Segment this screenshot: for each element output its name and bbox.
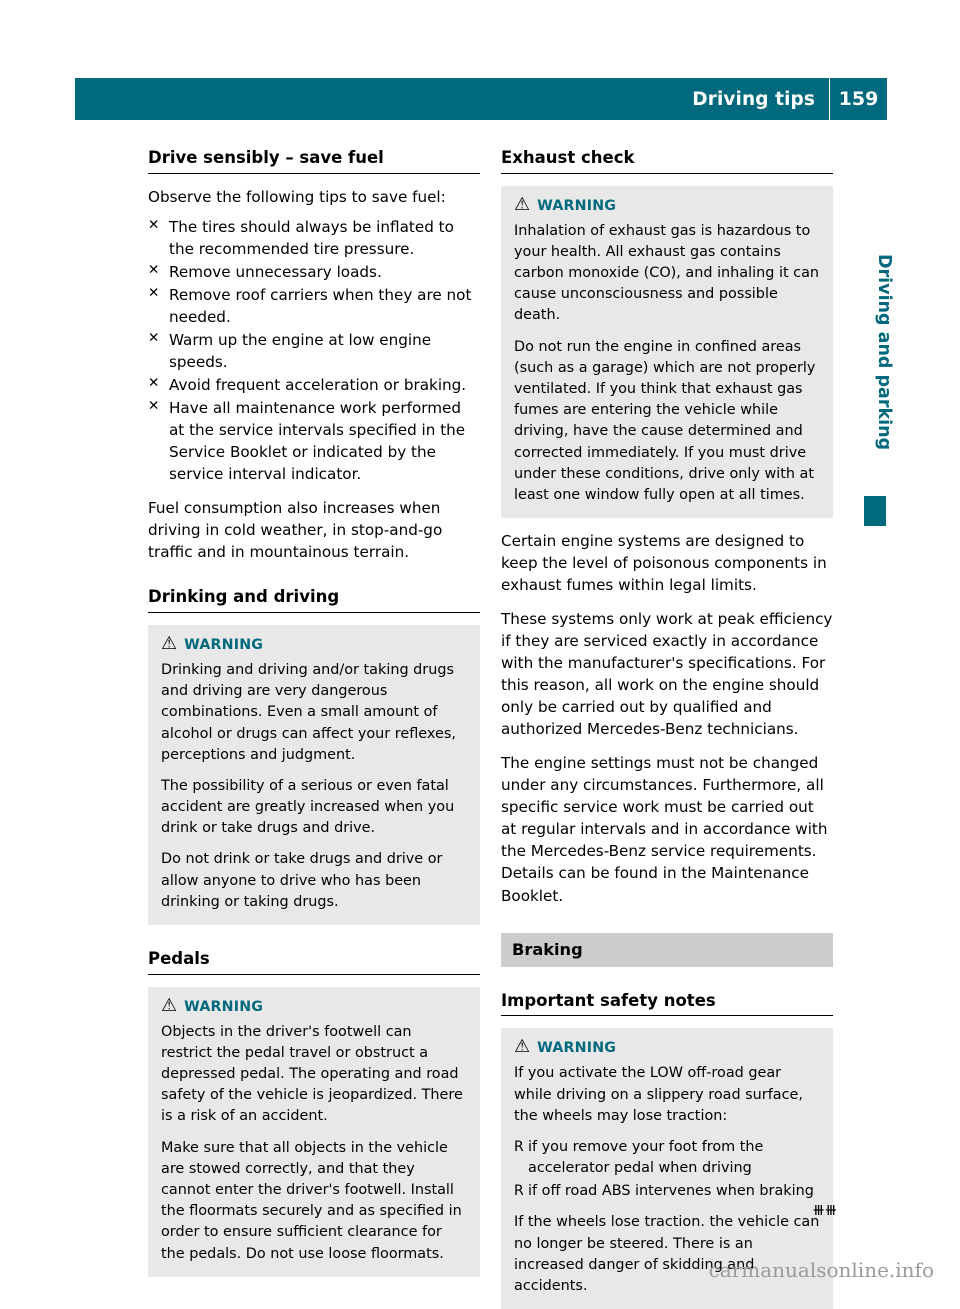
page-number: 159 [838,88,879,110]
list-item-text: Remove unnecessary loads. [169,262,382,281]
warning-box-exhaust [501,186,833,518]
x-marker-icon: ✕ [148,375,160,392]
x-marker-icon: ✕ [148,216,160,233]
heading-drive-sensibly: Drive sensibly – save fuel [148,148,480,174]
warning-paragraph: Inhalation of exhaust gas is hazardous to your health. All exhaust gas contains carbon monoxide (CO), and inhaling it can cause unconsciousness and possible death. [514,222,820,324]
warning-paragraph: Do not run the engine in confined areas (such as a garage) which are not properly ventilated. If you think that exhaust gas fumes are entering the vehicle while driving, have the cause determined and corrected immediately. If you must drive under these conditions, drive only with at least one window fully open at all times. [514,338,816,503]
bullet-dot-icon: R [514,1138,524,1155]
list-item-text: Avoid frequent acceleration or braking. [169,376,467,395]
list-item [148,329,480,373]
list-item [148,374,480,396]
list-item [514,1137,820,1179]
warning-paragraph: The possibility of a serious or even fatal accident are greatly increased when you drink or take drugs and drive. [161,777,455,837]
left-column [148,148,480,1277]
warning-bullet-list [514,1137,820,1203]
warning-paragraph: Objects in the driver's footwell can restrict the pedal travel or obstruct a depressed pedal. The operating and road safety of the vehicle is jeopardized. There is a risk of an accident. [161,1023,463,1125]
x-marker-icon: ✕ [148,329,160,346]
warning-header [514,193,820,215]
heading-drinking-and-driving: Drinking and driving [148,587,480,613]
warning-label: WARNING [537,1040,617,1057]
chapter-side-tab-label: Driving and parking [874,254,894,451]
list-item [148,216,480,260]
warning-paragraph: Do not drink or take drugs and drive or allow anyone to drive who has been drinking or taking drugs. [161,851,443,910]
warning-paragraph: Make sure that all objects in the vehicle are stowed correctly, and that they cannot enter the driver's footwell. Install the floormats securely and as specified in order to ensure sufficient clearance for the pedals. Do not use loose floormats. [161,1139,462,1262]
warning-header [161,633,467,655]
warning-header [161,994,467,1016]
list-item-text: Warm up the engine at low engine speeds. [169,330,432,372]
list-item-text: Have all maintenance work performed at the service intervals specified in the Service Booklet or indicated by the service interval indicator. [169,399,466,484]
warning-label: WARNING [184,998,264,1015]
warning-box-drinking [148,625,480,925]
warning-header [514,1036,820,1058]
paragraph-fuel-intro: Observe the following tips to save fuel: [148,187,446,206]
bullet-dot-icon: R [514,1183,524,1200]
warning-triangle-icon: ⚠ [514,1036,531,1058]
continuation-arrows-icon: ⧻⧻ [812,1200,837,1219]
x-marker-icon: ✕ [148,284,160,301]
chapter-band-braking: Braking [501,933,833,967]
paragraph-exhaust-3: The engine settings must not be changed under any circumstances. Furthermore, all specific service work must be carried out at regular intervals and in accordance with the Mercedes-Benz service requirements. Details can be found in the Maintenance Booklet. [501,754,828,905]
list-item-text: if you remove your foot from the accelerator pedal when driving [528,1138,764,1177]
list-item [148,261,480,283]
warning-triangle-icon: ⚠ [161,994,178,1016]
warning-paragraph: Drinking and driving and/or taking drugs and driving are very dangerous combinations. Even a small amount of alcohol or drugs can affect your reflexes, perceptions and judgment. [161,662,456,763]
x-marker-icon: ✕ [148,398,160,415]
list-item [148,284,480,328]
heading-important-safety-notes: Important safety notes [501,991,833,1017]
list-item-text: if off road ABS intervenes when braking [528,1183,814,1200]
warning-box-pedals [148,987,480,1277]
list-item-text: Remove roof carriers when they are not needed. [169,285,472,326]
list-item [148,397,480,485]
warning-paragraph: If the wheels lose traction. the vehicle can no longer be steered. There is an increased danger of skidding and accidents. [514,1214,820,1294]
paragraph-exhaust-2: These systems only work at peak efficiency if they are serviced exactly in accordance with the manufacturer's specifications. For this reason, all work on the engine should only be carried out by qualified and authorized Mercedes-Benz technicians. [501,610,833,739]
chapter-side-marker [864,496,886,526]
warning-label: WARNING [537,197,617,214]
x-marker-icon: ✕ [148,261,160,278]
warning-label: WARNING [184,637,264,654]
paragraph-fuel-closing: Fuel consumption also increases when driving in cold weather, in stop-and-go traffic and in mountainous terrain. [148,499,443,562]
list-item [514,1181,820,1202]
warning-paragraph: If you activate the LOW off-road gear while driving on a slippery road surface, the wheels may lose traction: [514,1065,803,1124]
fuel-tips-list [148,216,480,485]
warning-triangle-icon: ⚠ [514,193,531,215]
heading-pedals: Pedals [148,949,480,975]
paragraph-exhaust-1: Certain engine systems are designed to keep the level of poisonous components in exhaust fumes within legal limits. [501,532,827,595]
watermark: carmanualsonline.info [708,1258,934,1282]
list-item-text: The tires should always be inflated to the recommended tire pressure. [169,217,454,258]
right-column [501,148,833,1309]
heading-exhaust-check: Exhaust check [501,148,833,174]
page-header-bar [75,78,887,120]
warning-triangle-icon: ⚠ [161,633,178,655]
page-title: Driving tips [692,88,815,110]
